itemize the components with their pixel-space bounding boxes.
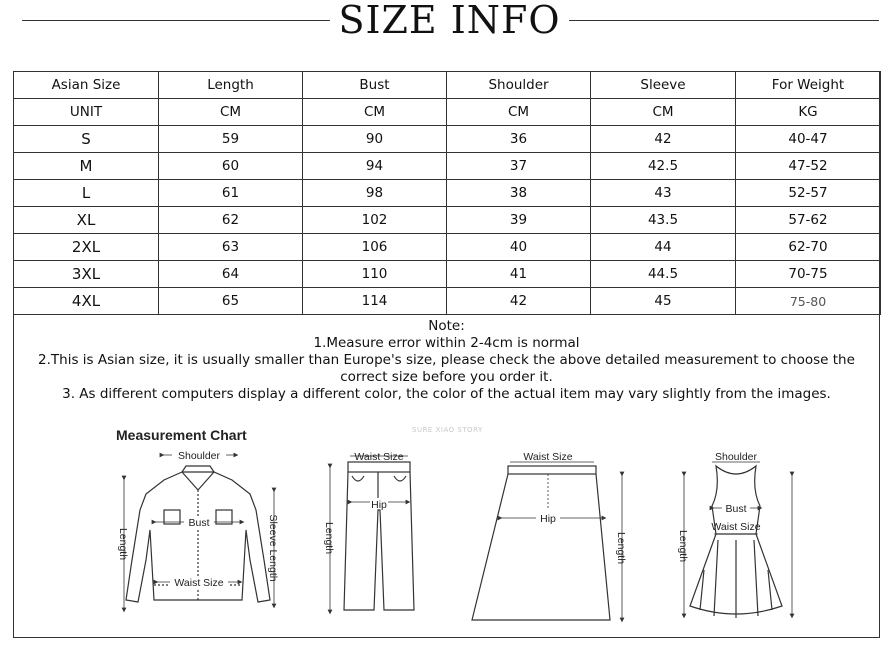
skirt-hip-label: Hip (540, 513, 556, 525)
pants-illustration (344, 462, 414, 610)
dress-measure-lines (684, 462, 792, 616)
table-cell: 59 (159, 126, 303, 153)
table-cell: 36 (447, 126, 591, 153)
unit-cell: CM (159, 99, 303, 126)
table-cell: 44.5 (591, 261, 736, 288)
unit-cell: UNIT (14, 99, 159, 126)
header-rule-right (569, 20, 879, 21)
size-cell: 4XL (14, 288, 159, 315)
table-cell: 61 (159, 180, 303, 207)
table-cell: 65 (159, 288, 303, 315)
header-cell: Bust (303, 72, 447, 99)
size-cell: XL (14, 207, 159, 234)
table-row (14, 153, 881, 180)
pants-length-label: Length (323, 521, 335, 555)
size-cell: L (14, 180, 159, 207)
table-cell: 90 (303, 126, 447, 153)
unit-cell: CM (447, 99, 591, 126)
table-header-row (14, 72, 881, 99)
table-cell: 62-70 (736, 234, 881, 261)
header-cell: For Weight (736, 72, 881, 99)
table-row (14, 126, 881, 153)
header-cell: Sleeve (591, 72, 736, 99)
measurement-chart-drawing (14, 410, 879, 635)
table-cell: 63 (159, 234, 303, 261)
size-cell: S (14, 126, 159, 153)
table-cell: 70-75 (736, 261, 881, 288)
table-cell: 43 (591, 180, 736, 207)
pants-waist-label: Waist Size (354, 451, 404, 463)
table-cell: 60 (159, 153, 303, 180)
header-cell: Asian Size (14, 72, 159, 99)
watermark: SURE XIAO STORY (412, 426, 483, 434)
table-cell: 37 (447, 153, 591, 180)
shirt-length-label: Length (117, 527, 129, 561)
table-cell: 64 (159, 261, 303, 288)
shirt-waist-label: Waist Size (174, 577, 224, 589)
table-cell: 42.5 (591, 153, 736, 180)
table-cell: 39 (447, 207, 591, 234)
size-cell: 2XL (14, 234, 159, 261)
note-line-3: 3. As different computers display a different color, the color of the actual item may vary slightly from the images. (62, 386, 831, 402)
unit-cell: CM (303, 99, 447, 126)
header-rule-left (22, 20, 330, 21)
notes-section (14, 318, 879, 403)
table-cell: 41 (447, 261, 591, 288)
skirt-measure-lines (500, 462, 622, 620)
table-cell: 75-80 (736, 288, 881, 315)
unit-cell: KG (736, 99, 881, 126)
shirt-sleeve-label: Sleeve Length (267, 514, 279, 582)
notes-heading: Note: (428, 318, 465, 334)
page-header (0, 0, 894, 60)
page-title: SIZE INFO (338, 0, 561, 42)
dress-bust-label: Bust (725, 503, 747, 515)
table-cell: 40 (447, 234, 591, 261)
dress-waist-label: Waist Size (711, 521, 761, 533)
dress-shoulder-label: Shoulder (714, 451, 758, 463)
table-row (14, 207, 881, 234)
table-cell: 98 (303, 180, 447, 207)
table-unit-row (14, 99, 881, 126)
skirt-illustration (472, 466, 610, 620)
table-row (14, 288, 881, 315)
unit-cell: CM (591, 99, 736, 126)
table-cell: 43.5 (591, 207, 736, 234)
table-cell: 45 (591, 288, 736, 315)
measurement-chart-title: Measurement Chart (116, 427, 247, 443)
size-cell: M (14, 153, 159, 180)
table-cell: 42 (447, 288, 591, 315)
table-cell: 114 (303, 288, 447, 315)
table-row (14, 234, 881, 261)
table-cell: 44 (591, 234, 736, 261)
measurement-chart (14, 410, 879, 635)
table-cell: 106 (303, 234, 447, 261)
table-row (14, 261, 881, 288)
note-line-1: 1.Measure error within 2-4cm is normal (313, 335, 580, 351)
table-cell: 52-57 (736, 180, 881, 207)
dress-illustration (690, 466, 782, 618)
table-cell: 57-62 (736, 207, 881, 234)
table-row (14, 180, 881, 207)
skirt-length-label: Length (615, 531, 627, 565)
table-cell: 94 (303, 153, 447, 180)
shirt-shoulder-label: Shoulder (177, 450, 221, 462)
header-cell: Shoulder (447, 72, 591, 99)
table-cell: 62 (159, 207, 303, 234)
shirt-bust-label: Bust (188, 517, 210, 529)
table-cell: 110 (303, 261, 447, 288)
table-cell: 42 (591, 126, 736, 153)
size-cell: 3XL (14, 261, 159, 288)
table-cell: 47-52 (736, 153, 881, 180)
note-line-2: 2.This is Asian size, it is usually smaller than Europe's size, please check the above detailed measurement to choose the correct size before you order it. (38, 352, 855, 385)
skirt-waist-label: Waist Size (523, 451, 573, 463)
dress-length-label: Length (677, 529, 689, 563)
pants-hip-label: Hip (371, 499, 387, 511)
table-cell: 40-47 (736, 126, 881, 153)
table-cell: 38 (447, 180, 591, 207)
header-cell: Length (159, 72, 303, 99)
table-cell: 102 (303, 207, 447, 234)
size-table (13, 71, 881, 315)
